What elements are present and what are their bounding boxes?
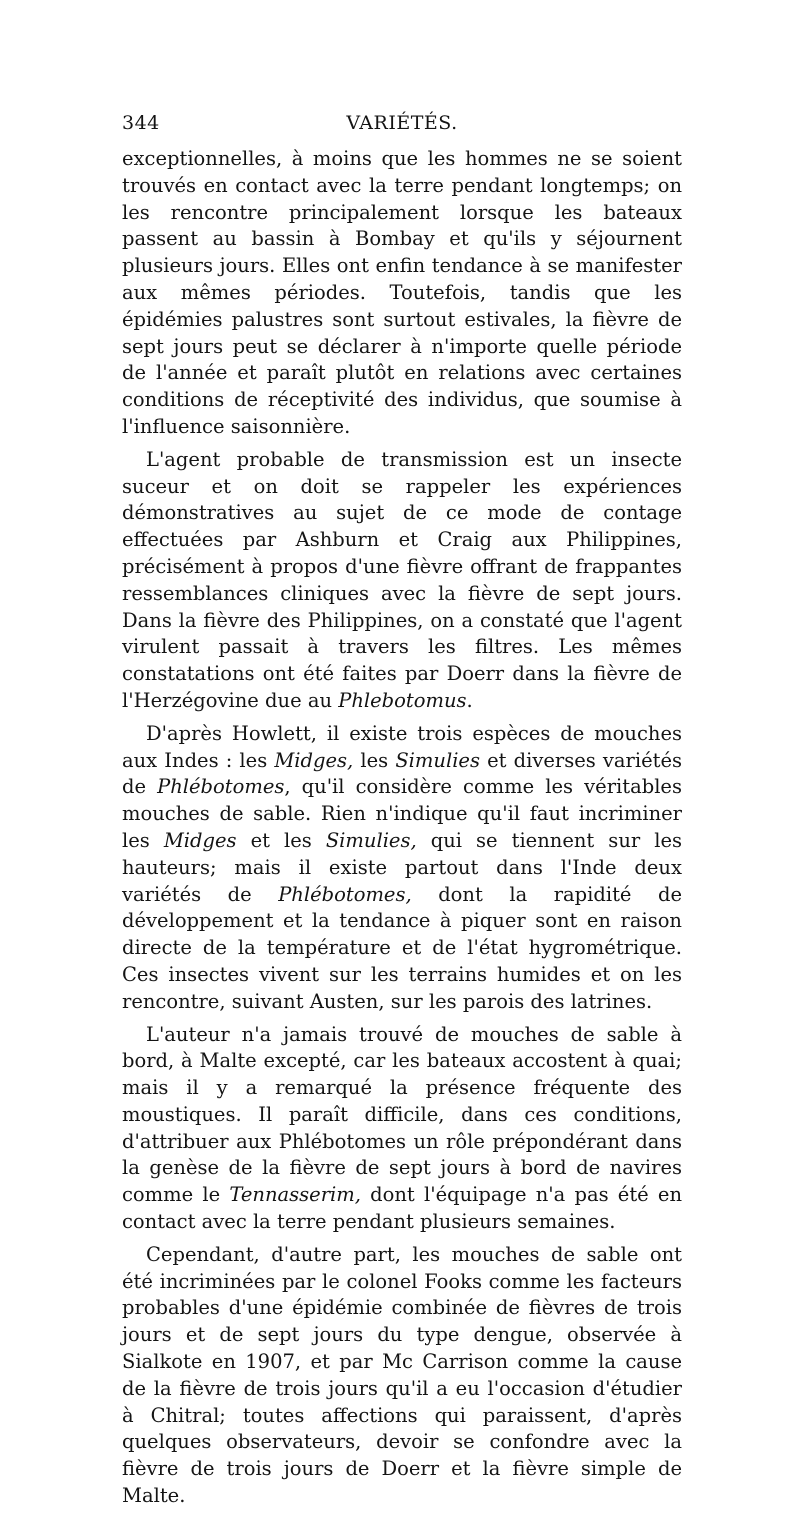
italic-term: Simulies <box>395 748 480 772</box>
paragraph-5: Cependant, d'autre part, les mouches de sable ont été incriminées par le colonel Fooks comme les facteurs probables d'une épidémie combinée de fièvres de trois jours et de sept jours du type dengue, observée à Sialkote en 1907, et par Mc Carrison comme la cause de la fièvre de trois jours qu'il a eu l'occasion d'étudier à Chitral; toutes affections qui paraissent, d'après quelques observateurs, devoir se confondre avec la fièvre de trois jours de Doerr et la fièvre simple de Malte. <box>122 1242 682 1508</box>
page-header <box>122 112 682 142</box>
italic-term: Midges <box>163 828 237 852</box>
running-title: VARIÉTÉS. <box>346 112 458 134</box>
italic-term: Phlebotomus <box>338 688 467 712</box>
paragraph-2: L'agent probable de transmission est un insecte suceur et on doit se rappeler les expériences démonstratives au sujet de ce mode de contage effectuées par Ashburn et Craig aux Philippines, précisément à propos d'une fièvre offrant de frappantes ressemblances cliniques avec la fièvre de sept jours. Dans la fièvre des Philippines, on a constaté que l'agent virulent passait à travers les filtres. Les mêmes constatations ont été faites par Doerr dans la fièvre de l'Herzégovine due au Phlebotomus. <box>122 447 682 712</box>
page-body <box>122 146 682 1516</box>
italic-term: Tennasserim, <box>229 1183 361 1207</box>
paragraph-1: exceptionnelles, à moins que les hommes ne se soient trouvés en contact avec la terre pendant longtemps; on les rencontre principalement lorsque les bateaux passent au bassin à Bombay et qu'ils y séjournent plusieurs jours. Elles ont enfin tendance à se manifester aux mêmes périodes. Toutefois, tandis que les épidémies palustres sont surtout estivales, la fièvre de sept jours peut se déclarer à n'importe quelle période de l'année et paraît plutôt en relations avec certaines conditions de réceptivité des individus, que soumise à l'influence saisonnière. <box>122 147 682 438</box>
paragraph-3: D'après Howlett, il existe trois espèces de mouches aux Indes : les Midges, les Simulies et diverses variétés de Phlébotomes, qu'il considère comme les véritables mouches de sable. Rien n'indique qu'il faut incriminer les Midges et les Simulies, qui se tiennent sur les hauteurs; mais il existe partout dans l'Inde deux variétés de Phlébotomes, dont la rapidité de développement et la tendance à piquer sont en raison directe de la température et de l'état hygrométrique. Ces insectes vivent sur les terrains humides et on les rencontre, suivant Austen, sur les parois des latrines. <box>122 721 683 1013</box>
italic-term: Phlébotomes <box>157 775 285 799</box>
italic-term: Midges, <box>274 748 354 772</box>
italic-term: Phlébotomes, <box>278 882 412 906</box>
italic-term: Simulies, <box>325 828 417 852</box>
paragraph-4: L'auteur n'a jamais trouvé de mouches de sable à bord, à Malte excepté, car les bateaux accostent à quai; mais il y a remarqué la présence fréquente des moustiques. Il paraît difficile, dans ces conditions, d'attribuer aux Phlébotomes un rôle prépondérant dans la genèse de la fièvre de sept jours à bord de navires comme le Tennasserim, dont l'équipage n'a pas été en contact avec la terre pendant plusieurs semaines. <box>122 1022 683 1234</box>
page-number: 344 <box>122 112 160 134</box>
